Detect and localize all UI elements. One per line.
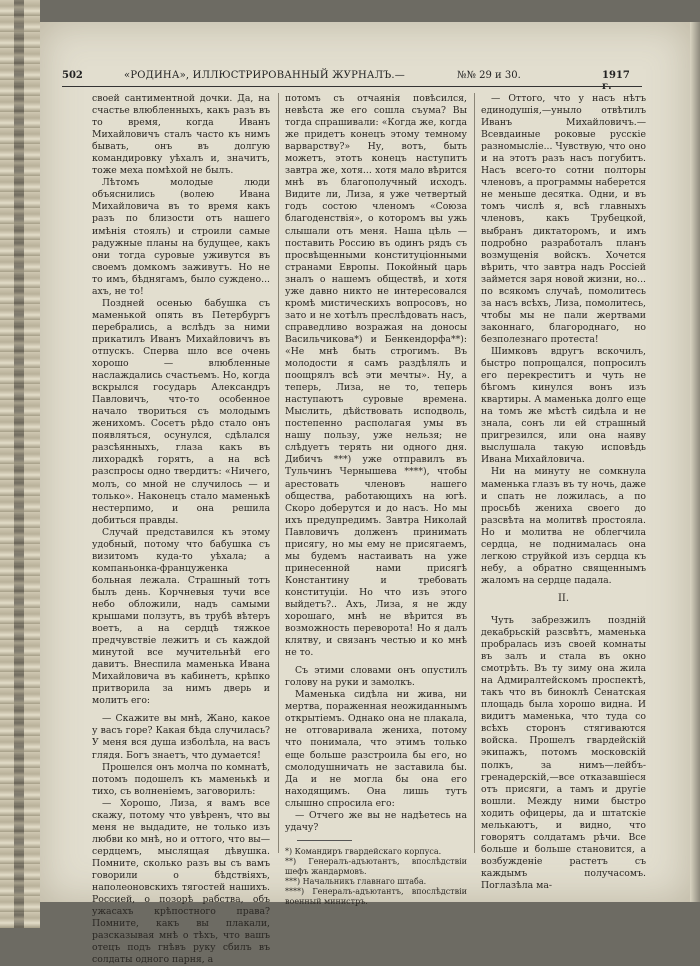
paragraph: Шимковъ вдругъ вскочилъ, быстро попрощался, попросилъ его перекреститъ и чуть не бѣгомъ кинулся вонъ изъ квартиры. А маменька долго еще на томъ же мѣстѣ сидѣла и не знала, сонъ ли ей страшный пригрезился, или она наяву выслушала такую исповѣдь Ивана Михайловича.: [481, 345, 646, 466]
footnote: ****) Генералъ-адъютантъ, впослѣдствіи военный министръ.: [285, 886, 467, 906]
footnote: **) Генералъ-адъютантъ, впослѣдствіи шефъ жандармовъ.: [285, 856, 467, 876]
paragraph: Чуть забрезжилъ поздній декабрьскій разсвѣтъ, маменька пробралась изъ своей комнаты въ залъ и стала въ окно смотрѣть. Въ ту зиму она жила на Адмиралтейскомъ проспектѣ, такъ что въ биноклѣ Сенатская площадь была хорошо видна. И видитъ маменька, что туда со всѣхъ сторонъ стягиваются войска. Прошелъ гвардейскій экипажъ, потомъ московскій полкъ, за нимъ—лейбъ-гренадерскій,—все отказавшіеся отъ присяги, а тамъ и другіе вошли. Между ними быстро ходить офицеры, да и штатскіе мелькаютъ, и видно, что говорятъ солдатамъ рѣчи. Все больше и больше становится, а возбужденіе растетъ съ каждымъ получасомъ. Поглазѣла ма-: [481, 614, 646, 891]
paragraph: — Хорошо, Лиза, я вамъ все скажу, потому что увѣренъ, что вы меня не выдадите, не только изъ любви ко мнѣ, но и оттого, что вы—сердцемъ, мыслящая дѣвушка. Помните, сколько разъ вы съ вамъ говорили о бѣдствіяхъ, наполеоновскихъ тягостей нашихъ. Россией, о позорѣ рабства, объ ужасахъ крѣпостного права? Помните, какъ вы плакали, разсказывая мнѣ о тѣхъ, что вашъ отецъ подъ гнѣвъ руку сбилъ въ солдаты одного парня, а: [92, 797, 270, 966]
book-binding: [0, 0, 40, 928]
column-divider: [474, 93, 475, 853]
paragraph: Съ этими словами онъ опустилъ голову на руки и замолкъ.: [285, 665, 467, 689]
column-2: [285, 93, 467, 907]
paragraph: Случай представился къ этому удобный, потому что бабушка съ визитомъ куда-то уѣхала; а компаньонка-француженка больная лежала. Страшный тотъ былъ день. Корчневыя тучи все небо обложили, надъ самыми крышами ползутъ, въ трубѣ вѣтеръ воетъ, а на сердцѣ тяжкое предчувствіе лежитъ и съ каждой минутой все мучительнѣй его давитъ. Внеспила маменька Ивана Михайловича въ кабинетъ, крѣпко притворила за нимъ дверь и молитъ его:: [92, 526, 270, 707]
magazine-title: «РОДИНА», ИЛЛЮСТРИРОВАННЫЙ ЖУРНАЛЪ.—: [124, 70, 405, 81]
paragraph: Ни на минуту не сомкнула маменька глазъ въ ту ночь, даже и спать не ложилась, а по просьбѣ жениха своего до разсвѣта на молитвѣ простояла. Но и молитва не облегчила сердца, не поднималась она легкою струйкой изъ сердца къ небу, а обратно священнымъ жаломъ на сердце падала.: [481, 466, 646, 586]
paragraph: — Скажите вы мнѣ, Жано, какое у васъ горе? Какая бѣда случилась? У меня вся душа изболѣла, на васъ глядя. Богъ знаетъ, что думается!: [92, 713, 270, 761]
paragraph: — Отчего же вы не надѣетесь на удачу?: [285, 809, 467, 833]
paragraph: Прошелся онъ молча по комнатѣ, потомъ подошелъ къ маменькѣ и тихо, съ волненіемъ, заговорилъ:: [92, 761, 270, 797]
page-edge: [690, 22, 700, 902]
footnote: ***) Начальникъ главнаго штаба.: [285, 876, 427, 886]
footnotes: [285, 847, 467, 907]
column-3: [481, 93, 646, 892]
year: 1917 г.: [602, 70, 630, 92]
column-divider: [278, 93, 279, 853]
column-1: [92, 93, 270, 966]
footnote: *) Командиръ гвардейскаго корпуса.: [285, 846, 442, 856]
paragraph: — Оттого, что у насъ нѣтъ единодушія,—уныло отвѣтилъ Иванъ Михайловичъ.—Всевдаиные роковые русскіе разномысліе... Чувствую, что оно и на этотъ разъ насъ погубитъ. Насъ всего-то сотни полторы членовъ, а программы наберется не меньше десятка. Одни, и въ томъ числѣ я, всѣ главныхъ членовъ, какъ Трубецкой, выбранъ диктаторомъ, и имъ подробно разработалъ планъ возмущенія войскъ. Хочется вѣрить, что завтра надъ Россіей займется заря новой жизни, но... по всякомъ случаѣ, помолитесь за насъ всѣхъ, Лиза, помолитесь, чтобы мы не пали жертвами законнаго, благороднаго, но безполезнаго протеста!: [481, 93, 646, 345]
paragraph: потомъ съ отчаянія повѣсился, невѣста же его сошла съума? Вы тогда спрашивали: «Когда же, когда же придетъ конецъ этому темному варварству?» Ну, вотъ, быть можетъ, этотъ конецъ наступитъ завтра же, хотя... хотя мало вѣрится мнѣ въ благополучный исходъ. Видите ли, Лиза, я уже четвертый годъ состою членомъ «Союза благоденствія», о которомъ вы ужь слышали отъ меня. Наша цѣль — поставить Россию въ одинъ рядъ съ просвѣщенными конституціонными странами Европы. Покойный царь зналъ о нашемъ обществѣ, и хотя уже давно никто не интересовался кромѣ мистическихъ вопросовъ, но зато и не хотѣлъ преслѣдовать насъ, справедливо возражая на доносы Васильчикова*) и Бенкендорфа**): «Не мнѣ быть строгимъ. Въ молодости я самъ раздѣлялъ и поощрялъ всѣ эти мечты». Ну, а теперь, Лиза, не то, теперь наступаютъ суровые времена. Мыслить, дѣйствовать исподволь, постепенно располагая умы въ нашу пользу, уже нельзя; не слѣдуетъ терять ни одного дня. Дибичъ ***) уже отправилъ въ Тульчинъ Чернышева ****), чтобы арестовать членовъ нашего общества, работающихъ на югѣ. Скоро доберутся и до насъ. Но мы ихъ предупредимъ. Завтра Николай Павловичъ долженъ принимать присягу, но мы ему не присягаемъ, мы будемъ настаивать на уже принесенной нами присягѣ Константину и требовать конституціи. Но что изъ этого выйдетъ?.. Ахъ, Лиза, я не жду хорошаго, мнѣ не вѣрится въ возможность переворота! Но я далъ клятву, и связанъ честью и ко мнѣ не то.: [285, 93, 467, 659]
page-number: 502: [62, 70, 83, 81]
paragraph: своей сантиментной дочки. Да, на счастье влюбленныхъ, какъ разъ въ то время, когда Иванъ Михайловичъ сталъ часто къ нимъ бывать, онъ въ долгую командировку уѣхалъ и, значитъ, тоже меха помѣхой не былъ.: [92, 93, 270, 177]
section-heading: II.: [557, 592, 570, 604]
paragraph: Маменька сидѣла ни жива, ни мертва, пораженная неожиданнымъ открытіемъ. Однако она не плакала, не отговаривала жениха, потому что понимала, что этимъ только еще больше разстроила бы его, но смолодушничать не заставила бы. Да и не могла бы она его находящимъ. Она лишь тутъ слышно спросила его:: [285, 689, 467, 809]
paragraph: Лѣтомъ молодые люди объяснились (волею Ивана Михайловича въ то время какъ разъ по близости отъ нашего имѣнія стоялъ) и строили самые радужные планы на будущее, какъ они тогда суровые уживутся въ своемъ домкомъ заживутъ. Но не то имъ, бѣднягамъ, было суждено... ахъ, не то!: [92, 177, 270, 297]
issue-number: №№ 29 и 30.: [457, 70, 521, 81]
paragraph: Поздней осенью бабушка съ маменькой опять въ Петербургъ перебрались, а вслѣдъ за ними прикатилъ Иванъ Михайловичъ въ отпускъ. Сперва шло все очень хорошо — влюбленные наслаждались счастьемъ. Но, когда вскрылся государь Александръ Павловичъ, что-то особенное начало твориться съ молодымъ женихомъ. Сосетъ рѣдо стало онъ появляться, осунулся, сдѣлался разсѣянныхъ, глаза какъ въ лихорадкѣ горятъ, а на всѣ разспросы одно твердитъ: «Ничего, молъ, со мной не случилось — и только». Наконецъ стало маменькѣ нестерпимо, и она решила добиться правды.: [92, 297, 270, 526]
footnote-rule: [297, 840, 352, 841]
header-rule: [62, 86, 642, 87]
